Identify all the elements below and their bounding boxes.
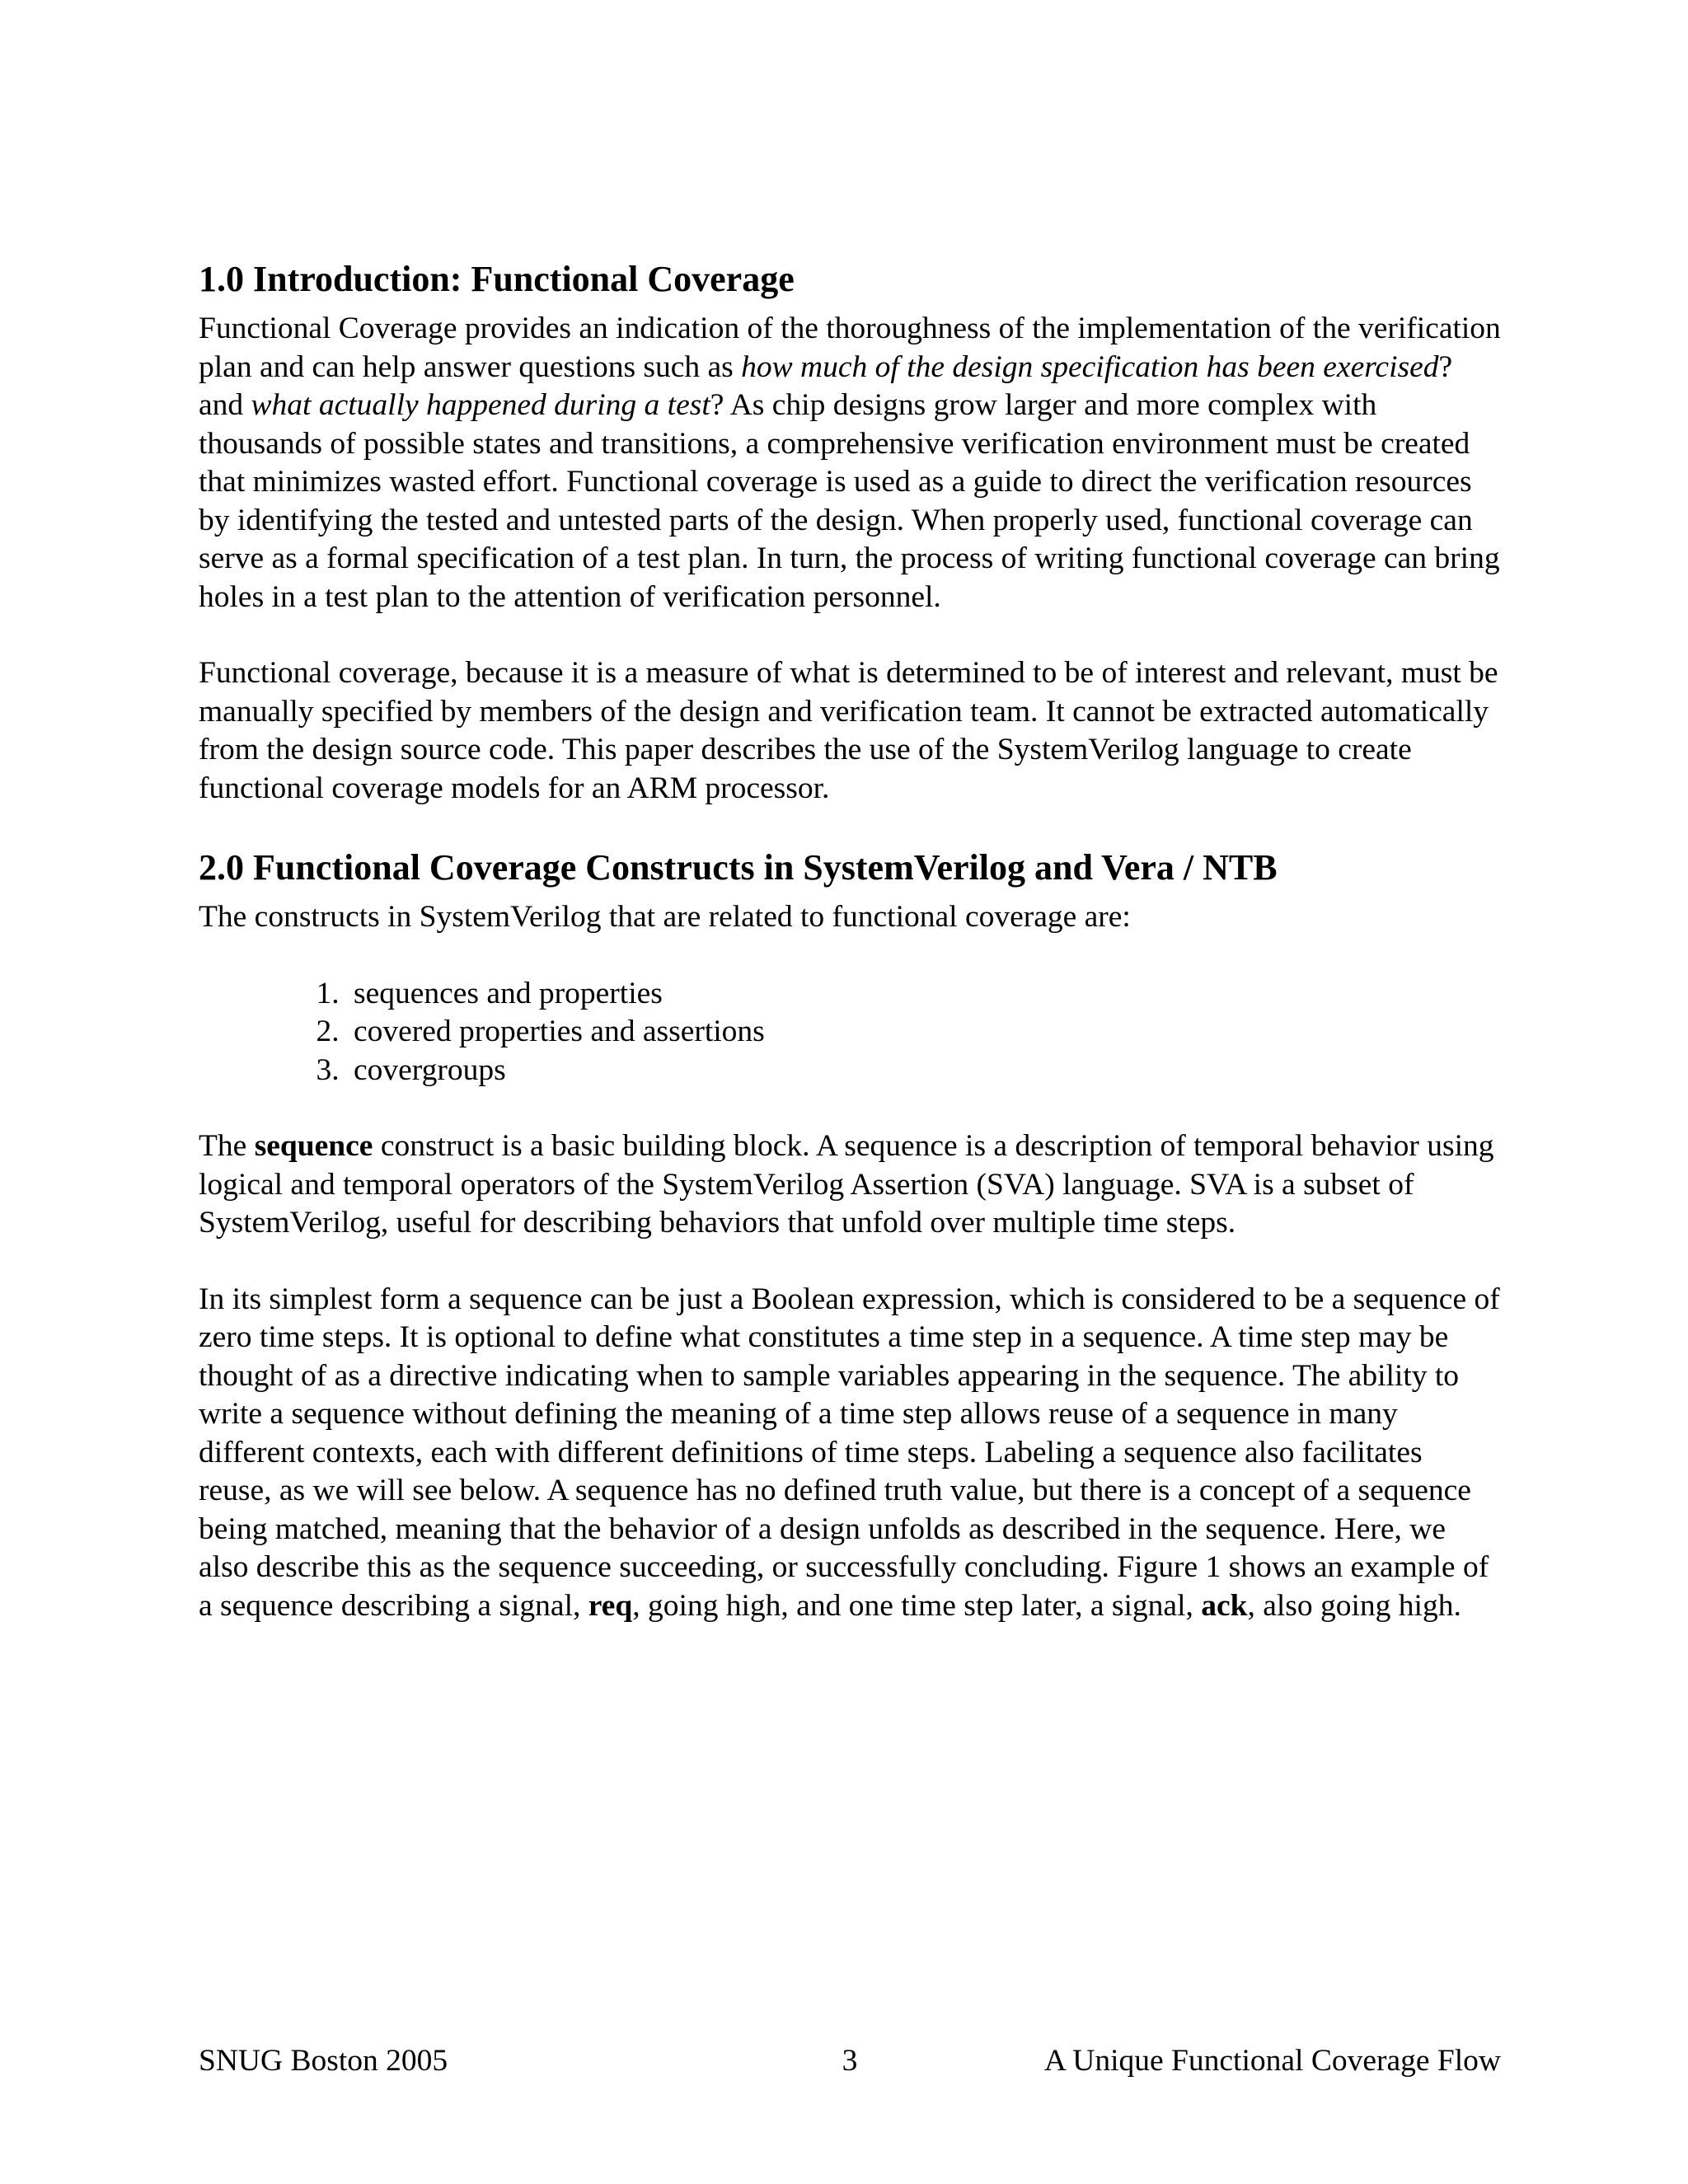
emphasis-question-1: how much of the design specification has been exercised bbox=[741, 349, 1439, 384]
list-item: 2. covered properties and assertions bbox=[347, 1013, 1501, 1052]
simplest-form-paragraph: In its simplest form a sequence can be just a Boolean expression, which is considered to be a sequence of zero time steps. It is optional to define what constitutes a time step in a sequence. A time step may be thought of as a directive indicating when to sample variables appearing in the sequence. The ability to write a sequence without defining the meaning of a time step allows reuse of a sequence in many different contexts, each with different definitions of time steps. Labeling a sequence also facilitates reuse, as we will see below. A sequence has no defined truth value, but there is a concept of a sequence being matched, meaning that the behavior of a design unfolds as described in the sequence. Here, we also describe this as the sequence succeeding, or successfully concluding. Figure 1 shows an example of a sequence describing a signal, req, going high, and one time step later, a signal, ack, also going high. bbox=[199, 1282, 1500, 1623]
footer-page-number: 3 bbox=[842, 2044, 858, 2078]
list-item: 1. sequences and properties bbox=[347, 975, 1501, 1014]
intro-paragraph-2: Functional coverage, because it is a measure of what is determined to be of interest and relevant, must be manually specified by members of the design and verification team. It cannot be extracted automatically from the design source code. This paper describes the use of the SystemVerilog language to create functional coverage models for an ARM processor. bbox=[199, 656, 1498, 805]
constructs-list bbox=[199, 975, 1501, 1090]
page-footer bbox=[199, 2041, 1501, 2081]
footer-title: A Unique Functional Coverage Flow bbox=[1043, 2044, 1501, 2078]
bold-term-sequence: sequence bbox=[254, 1129, 373, 1163]
intro-paragraph-1: Functional Coverage provides an indication of the thoroughness of the implementation of the verification plan and can help answer questions such as how much of the design specification has been exercised? and what actually happened during a test? As chip designs grow larger and more complex with thousands of possible states and transitions, a comprehensive verification environment must be created that minimizes wasted effort. Functional coverage is used as a guide to direct the verification resources by identifying the tested and untested parts of the design. When properly used, functional coverage can serve as a formal specification of a test plan. In turn, the process of writing functional coverage can bring holes in a test plan to the attention of verification personnel. bbox=[199, 312, 1501, 614]
constructs-intro: The constructs in SystemVerilog that are related to functional coverage are: bbox=[199, 900, 1131, 934]
sequence-paragraph: The sequence construct is a basic building block. A sequence is a description of temporal behavior using logical and temporal operators of the SystemVerilog Assertion (SVA) language. SVA is a subset of SystemVerilog, useful for describing behaviors that unfold over multiple time steps. bbox=[199, 1129, 1494, 1240]
footer-conference: SNUG Boston 2005 bbox=[199, 2044, 448, 2078]
page-body bbox=[199, 257, 1501, 1663]
section-2-heading: 2.0 Functional Coverage Constructs in SystemVerilog and Vera / NTB bbox=[199, 847, 1278, 888]
bold-term-ack: ack bbox=[1201, 1588, 1248, 1623]
section-1-heading: 1.0 Introduction: Functional Coverage bbox=[199, 259, 795, 299]
emphasis-question-2: what actually happened during a test bbox=[251, 388, 710, 422]
list-item: 3. covergroups bbox=[347, 1052, 1501, 1090]
bold-term-req: req bbox=[588, 1588, 633, 1623]
